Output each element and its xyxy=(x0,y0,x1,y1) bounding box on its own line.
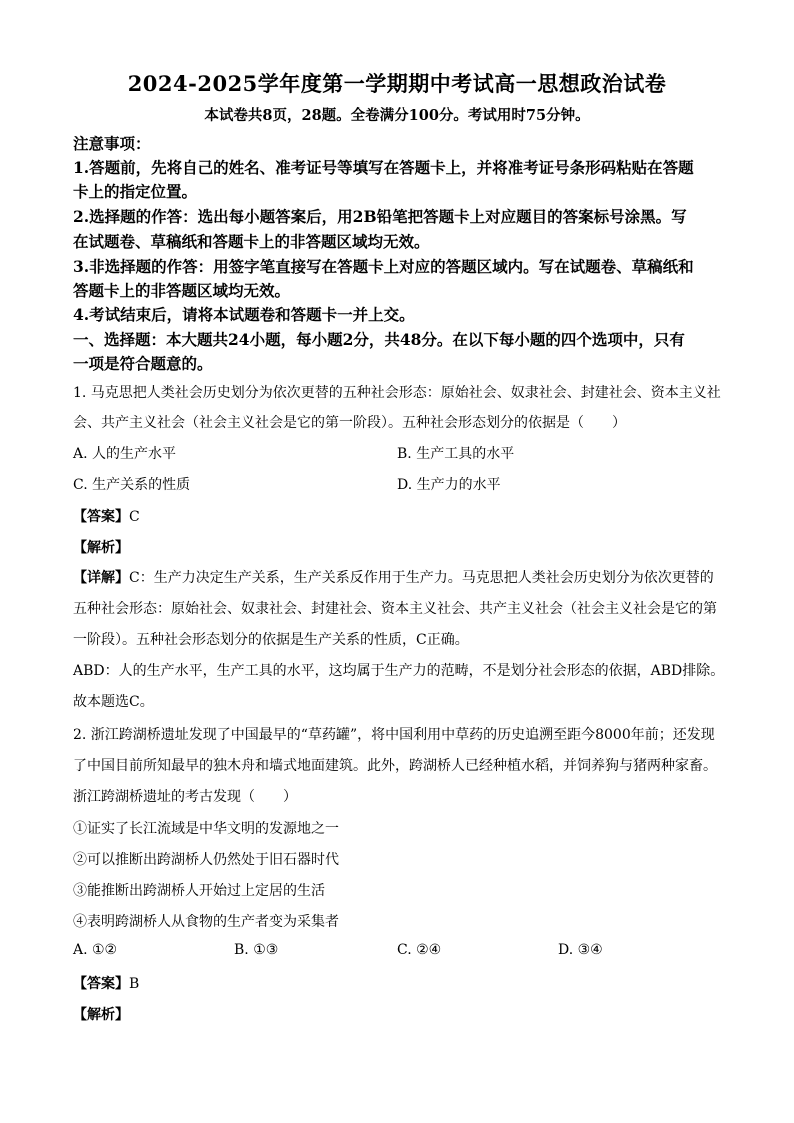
notice-line: 答题卡上的非答题区域均无效。 xyxy=(73,281,291,300)
q1-detail-line: 故本题选C。 xyxy=(73,694,154,710)
question-1-stem: 1. 马克思把人类社会历史划分为依次更替的五种社会形态：原始社会、奴隶社会、封建社会、资本主义社 xyxy=(73,385,721,401)
q2-item-2: ②可以推断出跨湖桥人仍然处于旧石器时代 xyxy=(73,852,339,868)
q1-option-a: A. 人的生产水平 xyxy=(73,446,177,462)
q1-answer xyxy=(73,506,140,526)
answer-value: C xyxy=(129,509,140,525)
q2-item-1: ①证实了长江流域是中华文明的发源地之一 xyxy=(73,821,339,837)
detail-label: 【详解】 xyxy=(73,570,129,586)
q1-analysis-label: 【解析】 xyxy=(73,540,129,556)
page-title: 2024-2025学年度第一学期期中考试高一思想政治试卷 xyxy=(127,71,667,96)
question-2-stem: 浙江跨湖桥遗址的考古发现（ ） xyxy=(73,789,297,805)
notice-line: 1.答题前，先将自己的姓名、准考证号等填写在答题卡上，并将准考证号条形码粘贴在答题 xyxy=(73,158,694,177)
notice-line: 在试题卷、草稿纸和答题卡上的非答题区域均无效。 xyxy=(73,232,430,251)
answer-value: B xyxy=(129,976,140,992)
q1-detail-line: 一阶段）。五种社会形态划分的依据是生产关系的性质，C正确。 xyxy=(73,632,469,648)
answer-label: 【答案】 xyxy=(73,509,129,525)
q1-detail-line: 五种社会形态：原始社会、奴隶社会、封建社会、资本主义社会、共产主义社会（社会主义社会是它的第 xyxy=(73,601,717,617)
notice-line: 2.选择题的作答：选出每小题答案后，用2B铅笔把答题卡上对应题目的答案标号涂黑。写 xyxy=(73,207,687,226)
notice-line: 3.非选择题的作答：用签字笔直接写在答题卡上对应的答题区域内。写在试题卷、草稿纸和 xyxy=(73,257,694,276)
q1-detail-line: ABD：人的生产水平，生产工具的水平，这均属于生产力的范畴，不是划分社会形态的依据，ABD排除。 xyxy=(73,663,725,679)
notice-line: 卡上的指定位置。 xyxy=(73,182,198,201)
question-2-stem: 了中国目前所知最早的独木舟和墙式地面建筑。此外，跨湖桥人已经种植水稻，并饲养狗与猪两种家畜。 xyxy=(73,758,717,774)
q1-option-b: B. 生产工具的水平 xyxy=(397,446,515,462)
q2-option-b: B. ①③ xyxy=(234,942,279,958)
q1-option-c: C. 生产关系的性质 xyxy=(73,477,191,493)
q2-option-c: C. ②④ xyxy=(397,942,442,958)
q2-item-4: ④表明跨湖桥人从食物的生产者变为采集者 xyxy=(73,914,339,930)
q2-answer xyxy=(73,973,139,993)
q2-option-d: D. ③④ xyxy=(558,942,603,958)
question-1-stem: 会、共产主义社会（社会主义社会是它的第一阶段）。五种社会形态划分的依据是（ ） xyxy=(73,415,626,431)
notice-line: 4.考试结束后，请将本试题卷和答题卡一并上交。 xyxy=(73,305,415,324)
detail-text: C：生产力决定生产关系，生产关系反作用于生产力。马克思把人类社会历史划分为依次更替的 xyxy=(129,570,714,586)
q2-item-3: ③能推断出跨湖桥人开始过上定居的生活 xyxy=(73,883,325,899)
notice-heading: 注意事项： xyxy=(73,134,151,153)
q1-detail xyxy=(73,567,714,587)
answer-label: 【答案】 xyxy=(73,976,129,992)
section-heading: 一项是符合题意的。 xyxy=(73,354,213,373)
exam-subtitle: 本试卷共8页，28题。全卷满分100分。考试用时75分钟。 xyxy=(204,107,590,124)
section-heading: 一、选择题：本大题共24小题，每小题2分，共48分。在以下每小题的四个选项中，只有 xyxy=(73,330,685,349)
q2-option-a: A. ①② xyxy=(73,942,118,958)
question-2-stem: 2. 浙江跨湖桥遗址发现了中国最早的“草药罐”，将中国利用中草药的历史追溯至距今8000年前；还发现 xyxy=(73,727,715,743)
q1-option-d: D. 生产力的水平 xyxy=(397,477,501,493)
q2-analysis-label: 【解析】 xyxy=(73,1007,129,1023)
